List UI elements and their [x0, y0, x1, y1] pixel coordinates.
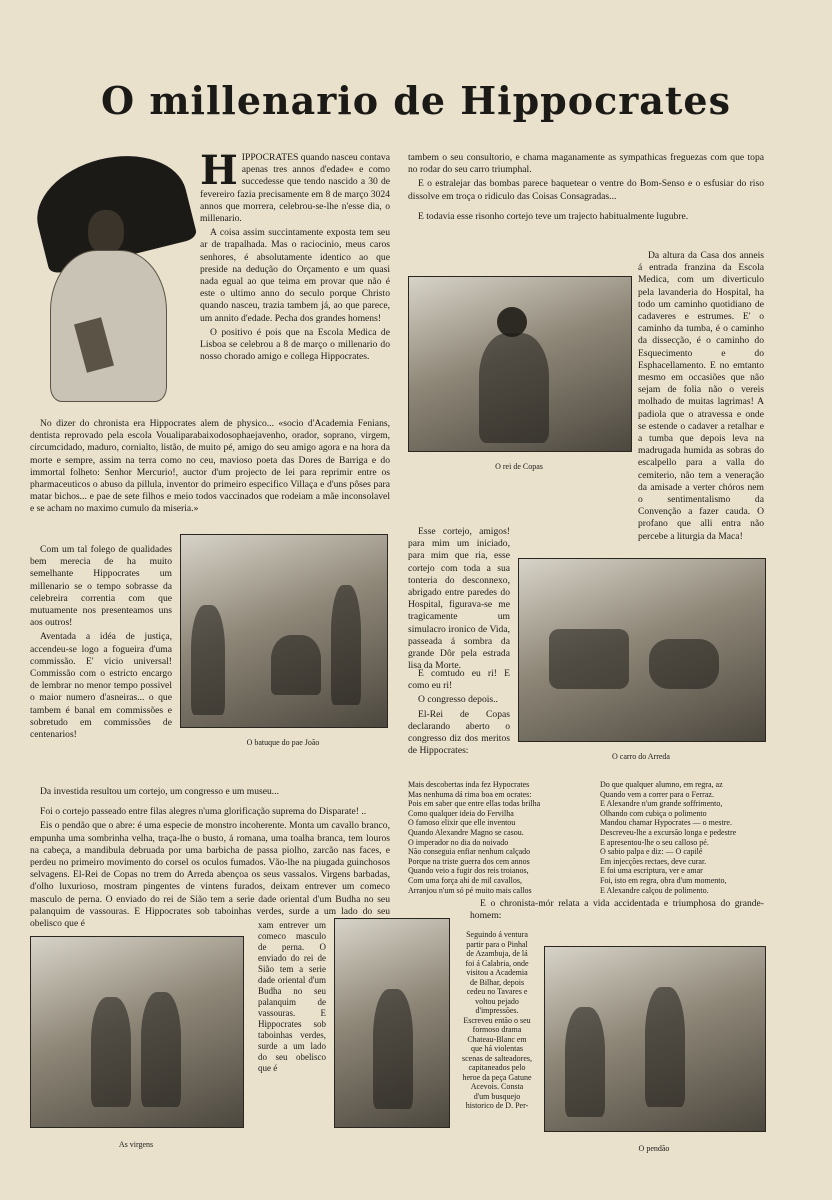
paragraph: E comtudo eu ri! E como eu ri!: [408, 668, 510, 692]
poem-line: O famoso elixir que elle inventou: [408, 818, 516, 828]
caption-pendao: O pendão: [638, 1144, 670, 1153]
paragraph: E o chronista-mór relata a vida accidentada e triumphosa do grande-homem:: [470, 898, 764, 922]
caption-virgens: As virgens: [118, 1140, 154, 1149]
paragraph: El-Rei de Copas declarando aberto o congresso diz dos meritos de Hippocrates:: [408, 708, 510, 757]
paragraph: Com um tal folego de qualidades bem merecia de ha muito semelhante Hippocrates um millenario se o tempo sobrasse da celebreira correntia com que mutuamente nos presenteamos uns aos outros!: [30, 544, 172, 629]
paragraph: Eis o pendão que o abre: é uma especie de monstro incoherente. Monta um cavallo branco, empunha uma sombrinha velha, traça-lhe o busto, á romana, uma toalha branca, tem louros na cabeça, a mandibula debruada por uma barbicha de passa piolho, zarcão nas faces, e perdeu no primeiro movimento do corsel os oculos fumados. Vão-lhe na piugada guinchosos selvagens. El-Rei de Copas no trem do Arreda abençoa os seus vassalos. Virgens barbadas, d'olho luxurioso, mostram pingentes de vintens furados, deixam entrever um comeco masculo de perna. O enviado do rei de Sião tem a serie dade oriental d'um Budha no seu palanquim de vassouras. E Hippocrates sob taboinhas verdes, surde a um lado do seu obelisco que é: [30, 820, 390, 930]
poem-line: O sabio palpa e diz: — O capilé: [600, 847, 703, 857]
article-column-bottom-narrow: xam entrever um comeco masculo de perna. O enviado do rei de Sião tem a serie dade oriental d'um Budha no seu palanquim de vassouras. E Hippocrates sob taboinhas verdes, surde a um lado do seu obelisco que é: [258, 920, 326, 1073]
article-column-wide: [30, 418, 390, 540]
photo-batuque: [180, 534, 388, 728]
poem-line: Foi, isto em regra, obra d'um momento,: [600, 875, 727, 885]
poem-left: [408, 780, 588, 895]
paragraph: E o estralejar das bombas parece baquetear o ventre do Bom-Senso e o esfusiar do riso dissolve em troça o ridiculo das Coisas Consagradas...: [408, 178, 764, 202]
paragraph: Esse cortejo, amigos! para mim um iniciado, para mim que ria, esse cortejo com toda a sua tonteria do desconnexo, abrigado entre paredes do Hospital, figurava-se me tragicamente um simulacro ironico de Vida, passeada á sombra da grande Dôr pela estrada lisa da Morte.: [408, 526, 510, 672]
poem-line: Como qualquer ideia do Fervilha: [408, 808, 514, 818]
paragraph: O congresso depois..: [418, 694, 498, 706]
article-column-carro-side: [408, 526, 510, 759]
paragraph: No dizer do chronista era Hippocrates alem de physico... «socio d'Academia Fenians, dentista reprovado pela escola Voualiparabaixodosophaejavenho, orador, soprano, virgem, circumcidado, maduro, cornialto, listão, de muito pé, amigo do seu amigo agora e na hora da morte e sempre, assim na terra como no ceu, mavioso poeta das Dores de Barriga e do immortal folheto: Senhor Mercurio!, auctor d'um projecto de lei para reprimir entre os pharmaceuticos o abuso da pillula, inventor do primeiro especifico Villaça e d'uns pôses para matar bichos... e pae de sete filhos e meio todos vaccinados que rodeiam a mãe inconsolavel e se acham no maximo cumulo da miseria.»: [30, 418, 390, 515]
hippocrates-figure: [40, 210, 170, 400]
paragraph: E todavia esse risonho cortejo teve um trajecto habitualmente lugubre.: [418, 210, 689, 222]
narrow-column-text: Seguindo á ventura partir para o Pinhal de Azambuja, de lá foi á Calabria, onde visitou a Academia de Bilhar, depois cedeu no Tavares e voltou pejado d'impressões. Escreveu então o seu formoso drama Chateau-Blanc em que há violentas scenas de salteadores, capitaneados pelo heroe da peça Gatune Acevois. Consta d'um busquejo historico de D. Per-: [462, 930, 532, 1110]
poem-line: Descreveu-lhe a excursão longa e pedestre: [600, 827, 737, 837]
photo-rei-de-copas: [408, 276, 632, 452]
drop-cap: H: [200, 147, 238, 194]
page-title: O millenario de Hippocrates: [100, 78, 731, 123]
poem-line: Porque na triste guerra dos cem annos: [408, 856, 530, 866]
photo-procession: [334, 918, 450, 1128]
poem-line: Mandou chamar Hypocrates — o mestre.: [600, 818, 732, 828]
article-column-copas-side: [638, 250, 764, 542]
article-column-narrow-left: [30, 544, 172, 741]
photo-pendao: [544, 946, 766, 1132]
caption-carro: O carro do Arreda: [612, 752, 670, 761]
paragraph: A coisa assim succintamente exposta tem seu ar de trapalhada. Mas o raciocinio, meus caros senhores, é absolutamente identico ao que preside na dedução do Orçamento e um quasi nada egual ao que teima em provar que não é este o ultimo anno do seculo porque Christo quando nasceu, trazia tambem já, ao que parece, um annito d'edade. Pecha dos grandes homens!: [200, 227, 390, 324]
poem-line: Olhando com cubiça o polimento: [600, 808, 707, 818]
caption-rei-de-copas: O rei de Copas: [495, 462, 543, 471]
article-column-lower-left: [30, 786, 390, 930]
caption-batuque: O batuque do pae João: [246, 738, 320, 747]
poem-line: E Alexandre calçou de polimento.: [600, 885, 709, 895]
article-column-top-left: [200, 147, 390, 365]
poem-line: Não conseguia enfiar nenhum calçado: [408, 847, 531, 857]
paragraph: Da altura da Casa dos anneis á entrada franzina da Escola Medica, com um diverticulo pela lavanderia do Hospital, ha todo um caminho quotidiano de cadaveres e estrumes. E' o caminho da tumba, é o caminho da dissecção, é o caminho do Esquecimento e do Esphacellamento. E no emtanto mesmo em occasiões que não sejam de folia não o vereis molhado de muitas lagrimas! A padiola que o atravessa e onde se estende o cadaver a retalhar e a tumba que depois leva na madrugada humida as sobras do escalpello para a valla do cemiterio, não tem a veneração da amisade a verter chóros nem o sentimentalismo da Convenção a fazer cauda. O profano que alli entra não percebe a liturgia da Maca!: [638, 250, 764, 542]
poem-line: E Alexandre n'um grande soffrimento,: [600, 799, 723, 809]
chronista-line: [470, 898, 764, 924]
poem-line: Mas nenhuma dá rima boa em ocrates:: [408, 789, 532, 799]
photo-virgens: [30, 936, 244, 1128]
poem-line: O imperador no dia do noivado: [408, 837, 509, 847]
poem-line: Arranjou n'um só pé muito mais callos: [408, 885, 532, 895]
poem-line: E apresentou-lhe o seu calloso pé.: [600, 837, 709, 847]
paragraph: O positivo é pois que na Escola Medica de Lisboa se celebrou a 8 de março o millenario do nosso chorado amigo e collega Hippocrates.: [200, 326, 390, 363]
article-column-top-right: [408, 152, 764, 225]
poem-line: Quando Alexandre Magno se casou.: [408, 827, 524, 837]
poem-right: [600, 780, 780, 895]
poem-line: Quando vem a correr para o Ferraz.: [600, 789, 714, 799]
paragraph: Aventada a idéa de justiça, accendeu-se logo a fogueira d'uma commissão. E' vicio universal! Commissão com o estricto encargo de lembrar no menor tempo possivel o maior numero d'asneiras... o que tambem é banal em commissões e sobretudo em commissões de centenarios!: [30, 631, 172, 741]
poem-line: Quando veio a fugir dos reis troianos,: [408, 866, 529, 876]
poem-line: Com uma força ahi de mil cavallos,: [408, 875, 522, 885]
paragraph: Da investida resultou um cortejo, um congresso e um museu...: [40, 786, 279, 797]
poem-line: E foi uma escriptura, ver e amar: [600, 866, 703, 876]
poem-line: Pois em saber que entre ellas todas brilha: [408, 799, 541, 809]
paragraph: tambem o seu consultorio, e chama maganamente as sympathicas freguezas com que topa no rodar do seu carro triumphal.: [408, 152, 764, 176]
photo-carro-do-arreda: [518, 558, 766, 742]
paragraph: Foi o cortejo passeado entre filas alegres n'uma glorificação suprema do Disparate! ..: [40, 806, 367, 818]
poem-line: Em injecções rectaes, deve curar.: [600, 856, 707, 866]
poem-line: Mais descobertas inda fez Hypocrates: [408, 780, 530, 789]
paragraph: IPPOCRATES quando nasceu contava apenas tres annos d'edade« e como succedesse que tendo nascido a 30 de fevereiro fazia precisamente em 8 de março 3024 annos que morrera, celebrou-se-lhe n'esse dia, o millenario.: [200, 152, 390, 225]
poem-line: Do que qualquer alumno, em regra, az: [600, 780, 723, 789]
